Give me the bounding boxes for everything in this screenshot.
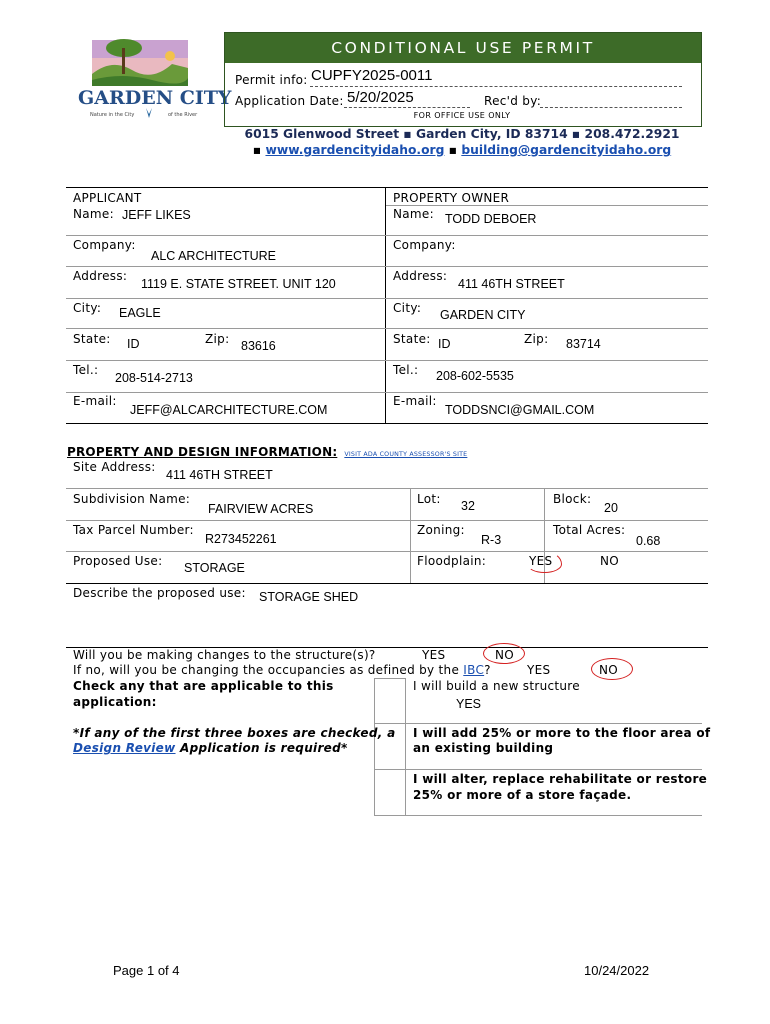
- applicant-tel[interactable]: 208-514-2713: [115, 371, 193, 385]
- owner-address-label: Address:: [393, 269, 448, 283]
- floodplain-yes[interactable]: YES: [529, 554, 553, 568]
- owner-city[interactable]: GARDEN CITY: [440, 308, 526, 322]
- application-date-value[interactable]: 5/20/2025: [347, 89, 414, 106]
- application-date-line: [344, 107, 470, 108]
- applicant-company-label: Company:: [73, 238, 136, 252]
- application-date-label: Application Date:: [235, 94, 344, 108]
- owner-tel-label: Tel.:: [393, 363, 419, 377]
- ibc-link[interactable]: IBC: [463, 663, 485, 677]
- property-heading: PROPERTY AND DESIGN INFORMATION:: [67, 445, 338, 459]
- occupancy-question: If no, will you be changing the occupancies as defined by the IBC?: [73, 663, 491, 677]
- describe-use-value[interactable]: STORAGE SHED: [259, 590, 359, 604]
- owner-heading: PROPERTY OWNER: [393, 191, 510, 205]
- divider: [66, 187, 708, 188]
- subdivision-label: Subdivision Name:: [73, 492, 191, 506]
- describe-use-label: Describe the proposed use:: [73, 586, 246, 600]
- header-title-bar: [225, 33, 701, 63]
- website-link[interactable]: www.gardencityidaho.org: [265, 143, 445, 157]
- option-new-structure-answer[interactable]: YES: [456, 697, 482, 711]
- applicant-address[interactable]: 1119 E. STATE STREET. UNIT 120: [141, 277, 336, 291]
- logo-graphic: [72, 34, 232, 126]
- lot-value[interactable]: 32: [461, 499, 475, 513]
- site-address-label: Site Address:: [73, 460, 156, 474]
- owner-city-label: City:: [393, 301, 422, 315]
- block-value[interactable]: 20: [604, 501, 618, 515]
- revision-date: 10/24/2022: [584, 963, 650, 978]
- lot-label: Lot:: [417, 492, 441, 506]
- occupancy-no[interactable]: NO: [599, 663, 619, 677]
- permit-info-value[interactable]: CUPFY2025-0011: [311, 67, 433, 84]
- applicant-name-label: Name:: [73, 207, 114, 221]
- floodplain-label: Floodplain:: [417, 554, 487, 568]
- applicant-company[interactable]: ALC ARCHITECTURE: [151, 249, 277, 263]
- applicant-zip[interactable]: 83616: [241, 339, 276, 353]
- applicant-zip-label: Zip:: [205, 332, 230, 346]
- check-applicable-line2: application:: [73, 695, 157, 709]
- page-number: Page 1 of 4: [113, 963, 180, 978]
- occupancy-yes[interactable]: YES: [527, 663, 551, 677]
- recd-by-label: Rec'd by:: [484, 94, 542, 108]
- proposed-use-value[interactable]: STORAGE: [184, 561, 245, 575]
- applicant-email[interactable]: JEFF@ALCARCHITECTURE.COM: [130, 403, 328, 417]
- total-acres-value[interactable]: 0.68: [636, 534, 661, 548]
- design-review-link[interactable]: Design Review: [73, 741, 176, 755]
- permit-info-line: [310, 86, 682, 87]
- assessor-site-link[interactable]: VISIT ADA COUNTY ASSESSOR'S SITE: [344, 451, 468, 458]
- applicant-city[interactable]: EAGLE: [119, 306, 161, 320]
- owner-name-label: Name:: [393, 207, 434, 221]
- block-label: Block:: [553, 492, 592, 506]
- owner-company-label: Company:: [393, 238, 456, 252]
- owner-name[interactable]: TODD DEBOER: [445, 212, 537, 226]
- tax-parcel-value[interactable]: R273452261: [205, 532, 277, 546]
- zoning-label: Zoning:: [417, 523, 465, 537]
- design-review-note-line1: *If any of the first three boxes are checked, a: [73, 726, 396, 740]
- applicant-address-label: Address:: [73, 269, 128, 283]
- contact-address: 6015 Glenwood Street ▪ Garden City, ID 83714 ▪ 208.472.2921: [244, 127, 680, 141]
- floodplain-yes-circle: [527, 551, 562, 573]
- contact-links: [224, 143, 700, 157]
- applicant-state[interactable]: ID: [127, 337, 140, 351]
- applicant-state-label: State:: [73, 332, 111, 346]
- recd-by-field[interactable]: [540, 107, 682, 108]
- logo-tag-left: Nature in the City: [90, 112, 135, 118]
- bullet-icon: ▪: [252, 143, 262, 157]
- floodplain-no[interactable]: NO: [600, 554, 620, 568]
- owner-tel[interactable]: 208-602-5535: [436, 369, 514, 383]
- email-link[interactable]: building@gardencityidaho.org: [461, 143, 672, 157]
- column-divider: [385, 187, 386, 423]
- total-acres-label: Total Acres:: [553, 523, 626, 537]
- check-applicable-line1: Check any that are applicable to this: [73, 679, 334, 693]
- option-add-floor-area-line2: an existing building: [413, 741, 554, 755]
- checkbox-add-floor-area[interactable]: [375, 724, 404, 769]
- checkbox-alter-facade[interactable]: [375, 770, 404, 815]
- property-section-header: [67, 445, 467, 459]
- structure-changes-question: Will you be making changes to the structure(s)?: [73, 648, 376, 662]
- owner-state[interactable]: ID: [438, 337, 451, 351]
- zoning-value[interactable]: R-3: [481, 533, 502, 547]
- office-use-note: FOR OFFICE USE ONLY: [413, 111, 511, 120]
- garden-city-logo: [72, 34, 232, 126]
- logo-tag-right: of the River: [168, 112, 198, 118]
- proposed-use-label: Proposed Use:: [73, 554, 163, 568]
- owner-zip[interactable]: 83714: [566, 337, 601, 351]
- checkbox-new-structure[interactable]: [375, 679, 404, 722]
- owner-email[interactable]: TODDSNCI@GMAIL.COM: [445, 403, 595, 417]
- structure-changes-yes[interactable]: YES: [422, 648, 446, 662]
- structure-changes-no[interactable]: NO: [495, 648, 515, 662]
- occupancy-no-circle: [591, 658, 633, 680]
- svg-text:GARDEN CITY: GARDEN CITY: [78, 87, 232, 109]
- applicant-tel-label: Tel.:: [73, 363, 99, 377]
- applicant-heading: APPLICANT: [73, 191, 142, 205]
- option-alter-facade-line1: I will alter, replace rehabilitate or restore: [413, 772, 708, 786]
- option-add-floor-area-line1: I will add 25% or more to the floor area of: [413, 726, 711, 740]
- applicant-city-label: City:: [73, 301, 102, 315]
- owner-email-label: E-mail:: [393, 394, 437, 408]
- applicant-name[interactable]: JEFF LIKES: [122, 208, 191, 222]
- design-review-note-line2: Design Review Application is required*: [73, 741, 348, 755]
- permit-info-label: Permit info:: [235, 73, 308, 87]
- owner-state-label: State:: [393, 332, 431, 346]
- subdivision-value[interactable]: FAIRVIEW ACRES: [208, 502, 314, 516]
- owner-zip-label: Zip:: [524, 332, 549, 346]
- page-title: CONDITIONAL USE PERMIT: [331, 39, 595, 57]
- option-new-structure: I will build a new structure: [413, 679, 580, 693]
- owner-address[interactable]: 411 46TH STREET: [458, 277, 565, 291]
- option-alter-facade-line2: 25% or more of a store façade.: [413, 788, 632, 802]
- bullet-icon: ▪: [448, 143, 458, 157]
- applicant-email-label: E-mail:: [73, 394, 117, 408]
- structure-changes-no-circle: [483, 643, 525, 664]
- site-address[interactable]: 411 46TH STREET: [166, 468, 273, 482]
- tax-parcel-label: Tax Parcel Number:: [73, 523, 194, 537]
